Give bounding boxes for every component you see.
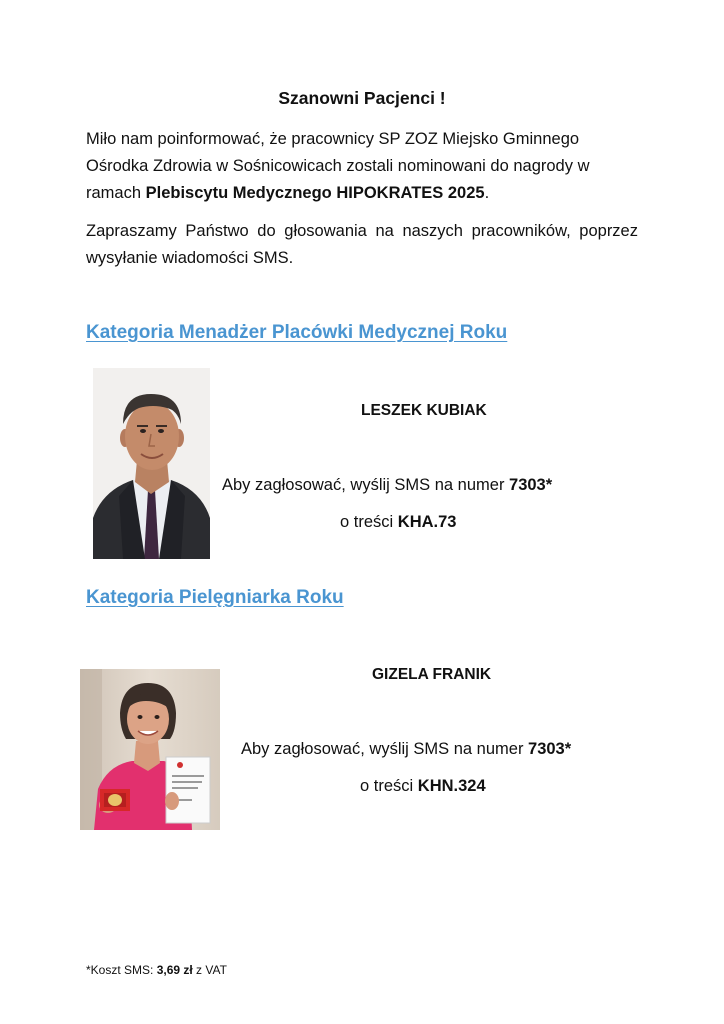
category-link-manager[interactable]: Kategoria Menadżer Placówki Medycznej Roku <box>86 322 508 343</box>
vote-prefix: Aby zagłosować, wyślij SMS na numer <box>222 476 510 494</box>
category-link-nurse[interactable]: Kategoria Pielęgniarka Roku <box>86 587 344 608</box>
vote-instruction-2 <box>241 740 571 759</box>
invitation-paragraph: Zapraszamy Państwo do głosowania na naszych pracowników, poprzez wysyłanie wiadomości SMS. <box>86 222 638 267</box>
content-prefix: o treści <box>340 513 398 531</box>
intro-paragraph <box>86 126 638 207</box>
cost-suffix: z VAT <box>192 963 227 977</box>
sms-number: 7303* <box>528 740 572 758</box>
intro-text: Miło nam poinformować, że pracownicy SP ZOZ Miejsko Gminnego Ośrodka Zdrowia w Sośnicowicach zostali nominowani do nagrody w ramach <box>86 130 590 202</box>
nominee-name-2: GIZELA FRANIK <box>372 666 492 683</box>
nominee-photo-leszek-kubiak <box>93 368 210 559</box>
sms-content-2 <box>360 777 486 796</box>
cost-value: 3,69 zł <box>156 963 193 977</box>
sms-code: KHN.324 <box>417 777 486 795</box>
vote-instruction-1 <box>222 476 552 495</box>
intro-end: . <box>484 184 490 202</box>
sms-number: 7303* <box>509 476 553 494</box>
sms-content-1 <box>340 513 456 532</box>
page-title: Szanowni Pacjenci ! <box>278 88 446 108</box>
sms-code: KHA.73 <box>397 513 457 531</box>
nominee-photo-gizela-franik <box>80 669 220 830</box>
vote-prefix: Aby zagłosować, wyślij SMS na numer <box>241 740 529 758</box>
sms-cost-footnote <box>86 963 227 977</box>
plebiscite-name: Plebiscytu Medycznego HIPOKRATES 2025 <box>145 184 485 202</box>
content-prefix: o treści <box>360 777 418 795</box>
nominee-name-1: LESZEK KUBIAK <box>361 402 487 419</box>
cost-prefix: *Koszt SMS: <box>86 963 157 977</box>
